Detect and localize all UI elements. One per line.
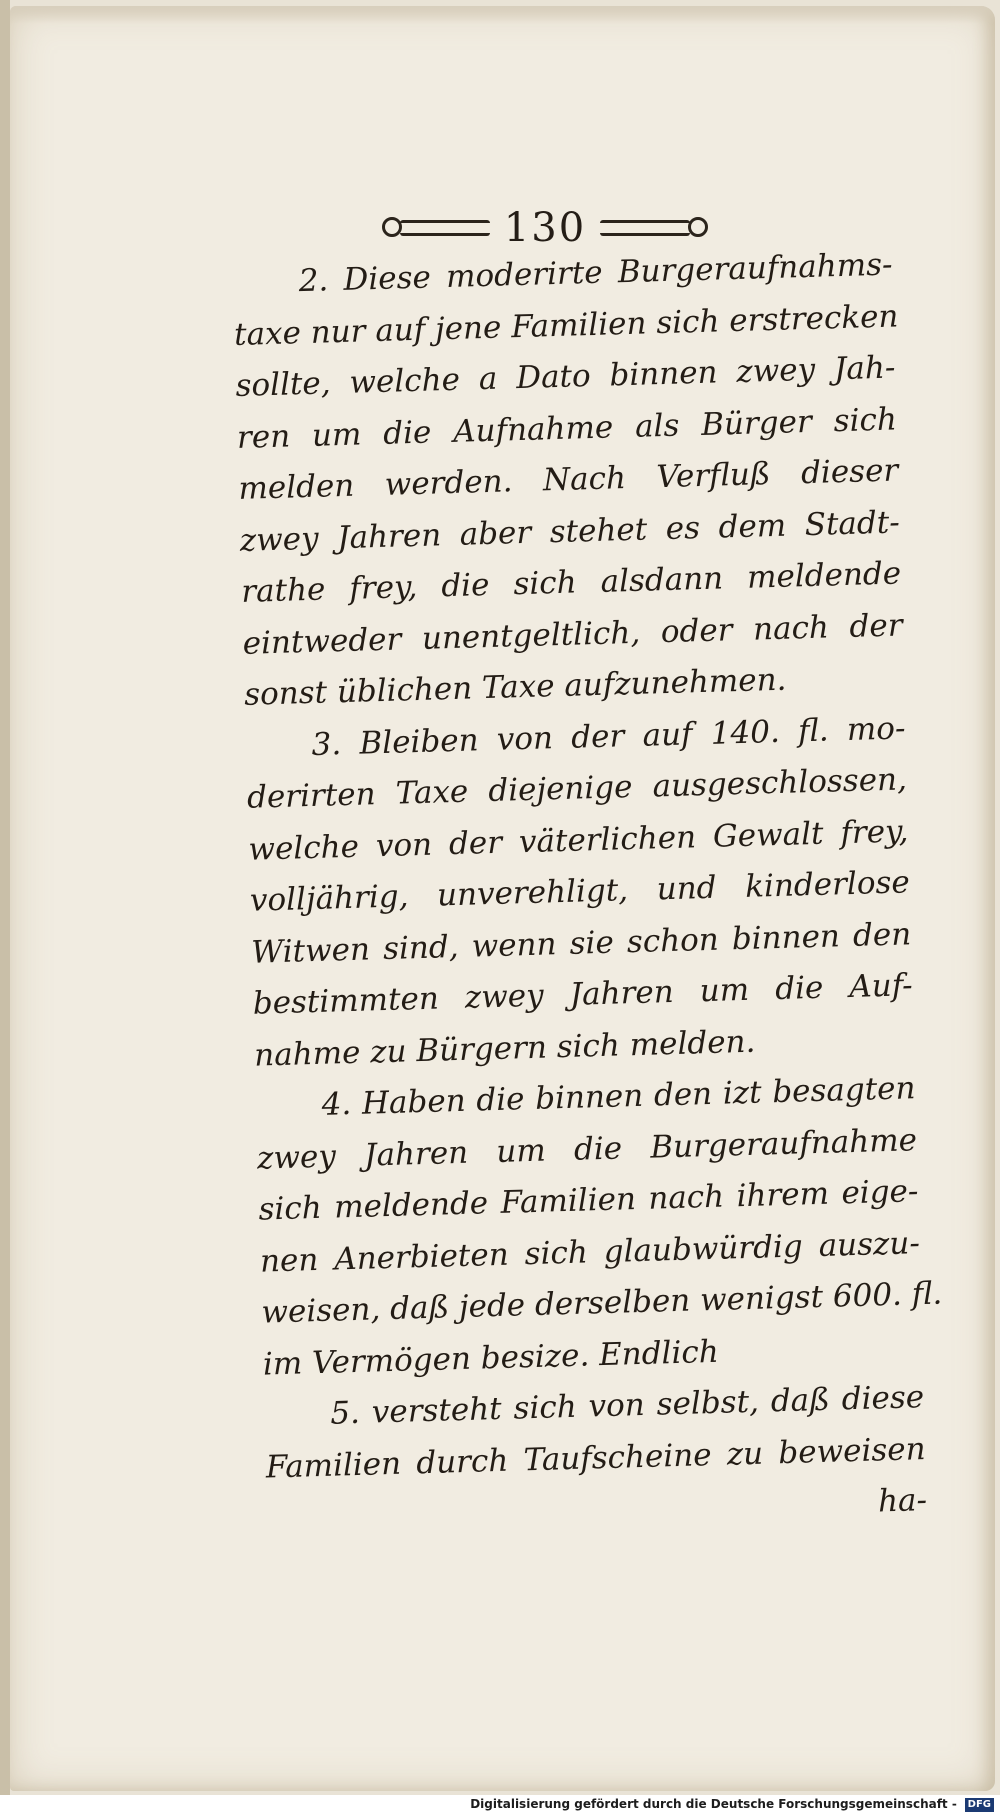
catchword: ha- — [877, 1482, 928, 1520]
right-ornament-icon — [600, 220, 690, 236]
text-line: 5. versteht sich von selbst, daß diese — [329, 1379, 925, 1432]
text-line: rathe frey, die sich alsdann meldende — [240, 555, 902, 610]
text-line: weisen, daß jede derselben wenigst 600. fl. — [260, 1275, 943, 1331]
dfg-logo: DFG — [965, 1798, 994, 1812]
digitization-footer — [0, 1795, 1000, 1814]
text-line: sonst üblichen Taxe aufzunehmen. — [243, 661, 787, 713]
text-line: 4. Haben die binnen den izt besagten — [321, 1070, 916, 1123]
text-line: 3. Bleiben von der auf 140. fl. mo- — [311, 709, 906, 763]
footer-credit: Digitalisierung gefördert durch die Deutsche Forschungsgemeinschaft - — [470, 1797, 957, 1811]
text-line: zwey Jahren um die Burgeraufnahme — [256, 1121, 918, 1177]
text-line: 2. Diese moderirte Burgeraufnahms- — [298, 246, 893, 300]
text-line: bestimmten zwey Jahren um die Auf- — [252, 967, 914, 1022]
text-line: sich meldende Familien nach ihrem eige- — [258, 1173, 919, 1228]
text-line: Witwen sind, wenn sie schon binnen den — [250, 915, 912, 971]
text-line: derirten Taxe diejenige ausgeschlossen, — [246, 761, 908, 816]
text-line: zwey Jahren aber stehet es dem Stadt- — [239, 503, 901, 559]
left-ornament-icon — [400, 220, 490, 236]
text-line: eintweder unentgeltlich, oder nach der — [242, 606, 904, 662]
text-line: ren um die Aufnahme als Bürger sich — [236, 401, 898, 456]
text-line: im Vermögen besize. Endlich — [262, 1333, 720, 1383]
text-line: sollte, welche a Dato binnen zwey Jah- — [235, 349, 896, 404]
text-line: nen Anerbieten sich glaubwürdig auszu- — [259, 1224, 921, 1280]
book-edge — [0, 0, 10, 1795]
page-number: 130 — [503, 205, 587, 251]
text-line: nahme zu Bürgern sich melden. — [253, 1023, 756, 1074]
text-line: welche von der väterlichen Gewalt frey, — [248, 812, 909, 868]
body-text — [232, 240, 943, 1545]
text-line: Familien durch Taufscheine zu beweisen — [265, 1430, 927, 1486]
text-line: taxe nur auf jene Familien sich erstrecken — [233, 297, 899, 353]
text-line: melden werden. Nach Verfluß dieser — [237, 452, 899, 507]
text-line: volljährig, unverehligt, und kinderlose — [249, 864, 911, 919]
